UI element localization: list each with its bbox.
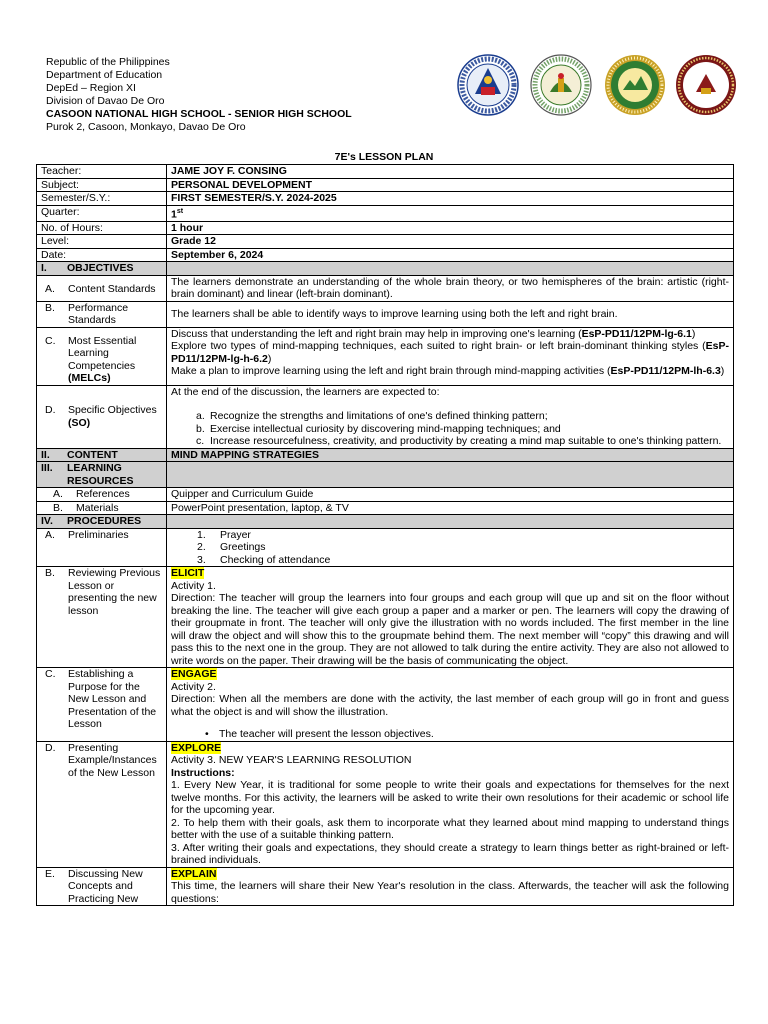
- objective-text: Recognize the strengths and limitations of one's defined thinking pattern;: [210, 410, 548, 422]
- row-label-text: Reviewing Previous Lesson or presenting the new lesson: [68, 567, 161, 617]
- info-label: Semester/S.Y.:: [37, 192, 167, 206]
- info-row-hours: [37, 221, 734, 235]
- header-region: DepEd – Region XI: [46, 82, 136, 94]
- explore-cell: [167, 741, 734, 867]
- section-heading: [37, 448, 167, 462]
- item-text: Greetings: [220, 541, 266, 553]
- engage-activity: Activity 2.: [171, 680, 216, 693]
- melcs-list: [167, 327, 734, 385]
- row-references: [37, 488, 734, 502]
- row-label: [37, 327, 167, 385]
- row-key: B.: [45, 567, 55, 579]
- row-label-bold: (MELCs): [68, 372, 111, 384]
- row-key: C.: [45, 334, 56, 347]
- section-heading-blank: [167, 462, 734, 488]
- row-label: [37, 528, 167, 567]
- info-value: Grade 12: [167, 235, 734, 249]
- row-key: C.: [45, 668, 56, 680]
- objective-marker: a.: [196, 410, 205, 422]
- row-label-text: References: [76, 488, 130, 500]
- row-content-standards: [37, 275, 734, 301]
- row-key: B.: [45, 301, 55, 314]
- info-label: Date:: [37, 248, 167, 262]
- lesson-plan-table: [36, 164, 734, 906]
- info-label: Subject:: [37, 178, 167, 192]
- section-title: PROCEDURES: [67, 515, 142, 527]
- row-label-text: Discussing New Concepts and Practicing New: [68, 867, 143, 905]
- objective-text: Exercise intellectual curiosity by discovering mind-mapping techniques; and: [210, 422, 561, 435]
- row-label: [37, 741, 167, 867]
- objective-marker: b.: [196, 422, 205, 435]
- deped-seal-logo: [457, 54, 519, 116]
- row-performance-standards: [37, 301, 734, 327]
- row-explain: [37, 867, 734, 906]
- explore-step: 1. Every New Year, it is traditional for some people to write their goals and expectations for themselves for the next twelve months. For this activity, the learners will be asked to write their own resolutions for their academic or school life for the upcoming year.: [171, 779, 729, 816]
- item-number: 3.: [197, 553, 206, 566]
- row-label: [37, 567, 167, 668]
- row-label: [37, 668, 167, 742]
- row-preliminaries: [37, 528, 734, 567]
- header-department: Department of Education: [46, 69, 163, 81]
- row-label-text: Establishing a Purpose for the New Lesson and Presentation of the Lesson: [68, 668, 157, 730]
- elicit-cell: [167, 567, 734, 668]
- info-value: JAME JOY F. CONSING: [167, 165, 734, 179]
- info-label: No. of Hours:: [37, 221, 167, 235]
- row-label-text: Preliminaries: [68, 528, 129, 541]
- objective-marker: c.: [196, 435, 205, 447]
- row-key: A.: [45, 282, 55, 295]
- melc-code: EsP-PD11/12PM-lh-6.3: [610, 365, 721, 377]
- row-explore: [37, 741, 734, 867]
- row-label-text: Presenting Example/Instances of the New Lesson: [68, 741, 157, 779]
- materials-value: PowerPoint presentation, laptop, & TV: [167, 501, 734, 515]
- melc-end: ): [691, 327, 696, 340]
- quarter-suffix: st: [176, 207, 184, 215]
- info-row-teacher: [37, 165, 734, 179]
- preliminaries-list: [167, 528, 734, 567]
- melc-end: ): [720, 365, 725, 377]
- bullet-icon: •: [205, 728, 209, 740]
- division-seal-logo: [604, 54, 666, 116]
- header-republic: Republic of the Philippines: [46, 56, 170, 68]
- references-value: Quipper and Curriculum Guide: [167, 488, 734, 502]
- row-label-text: Most Essential Learning Competencies: [68, 334, 137, 372]
- elicit-directions: Direction: The teacher will group the learners into four groups and each group will que up and sit on the floor without breaking the line. The teacher will give each group a paper and a marker or pen. The learners will copy the drawing of their groupmate in front. The teacher will only give the illustration with no words included. The first member in the line will draw the object and will show this to the groupmate behind them. The next member will “copy” this drawing and will pass this to the next one in the group. They are not allowed to talk during the entire activity. They are also not allowed to write words on the paper. Their drawing will be the basis of communicating the object.: [171, 592, 729, 667]
- melc-item: [171, 365, 729, 378]
- info-value: 1 hour: [167, 221, 734, 235]
- preliminary-item: [171, 554, 729, 567]
- info-row-date: [37, 248, 734, 262]
- explain-tag: EXPLAIN: [171, 867, 217, 880]
- info-row-semester: [37, 192, 734, 206]
- row-label: [37, 301, 167, 327]
- row-label: [37, 275, 167, 301]
- specific-intro: At the end of the discussion, the learners are expected to:: [171, 385, 440, 398]
- section-title: CONTENT: [67, 448, 118, 461]
- section-heading: [37, 462, 167, 488]
- preliminary-item: [171, 529, 729, 542]
- explore-step: 3. After writing their goals and expectations, they should create a strategy to learn things better as right-brained or left-brained individuals.: [171, 841, 729, 866]
- row-label-text: Content Standards: [68, 282, 156, 295]
- section-objectives: [37, 262, 734, 276]
- school-header: [46, 56, 352, 134]
- elicit-activity: Activity 1.: [171, 579, 216, 592]
- row-label-bold: (SO): [68, 416, 91, 429]
- section-title: LEARNING RESOURCES: [67, 462, 134, 487]
- row-label-text: Specific Objectives: [68, 404, 157, 416]
- row-specific-objectives: [37, 385, 734, 448]
- section-heading-blank: [167, 262, 734, 276]
- section-heading: [37, 515, 167, 529]
- explain-cell: [167, 867, 734, 906]
- casoon-nhs-seal-logo: [675, 54, 737, 116]
- row-elicit: [37, 567, 734, 668]
- lesson-plan-title: 7E's LESSON PLAN: [334, 151, 434, 163]
- objective-item: [171, 423, 729, 436]
- header-address: Purok 2, Casoon, Monkayo, Davao De Oro: [46, 121, 246, 133]
- info-label: Teacher:: [37, 165, 167, 179]
- row-key: B.: [53, 501, 63, 514]
- item-text: Checking of attendance: [220, 553, 331, 566]
- melc-item: [171, 328, 729, 341]
- section-heading: [37, 262, 167, 276]
- row-engage: [37, 668, 734, 742]
- content-value: MIND MAPPING STRATEGIES: [167, 448, 734, 462]
- melc-code: EsP-PD11/12PM-lg-6.1: [581, 327, 692, 340]
- row-label: [37, 501, 167, 515]
- section-number: II.: [41, 448, 50, 461]
- explore-activity: Activity 3. NEW YEAR'S LEARNING RESOLUTION: [171, 754, 412, 766]
- section-number: III.: [41, 462, 53, 474]
- header-division: Division of Davao De Oro: [46, 95, 165, 107]
- row-label-text: Materials: [76, 501, 119, 514]
- row-melcs: [37, 327, 734, 385]
- info-value: [167, 205, 734, 221]
- row-label: [37, 385, 167, 448]
- item-number: 2.: [197, 541, 206, 553]
- objective-item: [171, 435, 729, 448]
- engage-cell: [167, 668, 734, 742]
- row-key: D.: [45, 741, 56, 754]
- objective-text: Increase resourcefulness, creativity, and productivity by creating a mind map suitable to one's thinking pattern.: [210, 435, 722, 447]
- row-label: [37, 488, 167, 502]
- bullet-text: The teacher will present the lesson objectives.: [219, 728, 434, 740]
- quarter-number: 1: [171, 208, 177, 220]
- melc-code: EsP-PD11/12PM-lg-h-6.2: [171, 340, 729, 365]
- item-text: Prayer: [220, 528, 251, 541]
- melc-text: Discuss that understanding the left and right brain may help in improving one's learning (: [171, 327, 582, 340]
- info-label: Quarter:: [37, 205, 167, 221]
- melc-end: ): [267, 352, 272, 365]
- row-key: A.: [53, 488, 63, 500]
- explore-step: 2. To help them with their goals, ask them to incorporate what they learned about mind mapping to understand things better with the use of a suitable thinking pattern.: [171, 816, 729, 841]
- explore-tag: EXPLORE: [171, 741, 222, 754]
- section-number: I.: [41, 262, 47, 274]
- info-label: Level:: [37, 235, 167, 249]
- header-school-name: CASOON NATIONAL HIGH SCHOOL - SENIOR HIGH SCHOOL: [46, 108, 352, 120]
- section-procedures: [37, 515, 734, 529]
- engage-bullet: [171, 728, 729, 741]
- objective-item: [171, 410, 729, 423]
- info-value: PERSONAL DEVELOPMENT: [167, 178, 734, 192]
- preliminary-item: [171, 541, 729, 554]
- specific-objectives-cell: [167, 385, 734, 448]
- region-seal-logo: [530, 54, 592, 116]
- info-value: September 6, 2024: [167, 248, 734, 262]
- info-row-subject: [37, 178, 734, 192]
- section-heading-blank: [167, 515, 734, 529]
- melc-text: Explore two types of mind-mapping techniques, each suited to right brain- or left brain-dominant thinking styles (: [171, 340, 706, 352]
- elicit-tag: ELICIT: [171, 567, 205, 579]
- melc-text: Make a plan to improve learning using the left and right brain through mind-mapping activities (: [171, 365, 611, 377]
- item-number: 1.: [197, 528, 206, 541]
- section-content: [37, 448, 734, 462]
- explore-instructions-label: Instructions:: [171, 766, 235, 779]
- info-row-quarter: [37, 205, 734, 221]
- engage-tag: ENGAGE: [171, 668, 217, 680]
- melc-item: [171, 340, 729, 365]
- info-row-level: [37, 235, 734, 249]
- row-label-text: Performance Standards: [68, 301, 129, 326]
- row-label: [37, 867, 167, 906]
- info-value: FIRST SEMESTER/S.Y. 2024-2025: [167, 192, 734, 206]
- section-number: IV.: [41, 515, 53, 527]
- content-standards-text: The learners demonstrate an understanding of the whole brain theory, or two hemispheres of the brain: artistic (right-brain dominant) and linear (left-brain dominant).: [167, 275, 734, 301]
- section-learning-resources: [37, 462, 734, 488]
- row-key: E.: [45, 867, 55, 880]
- row-key: A.: [45, 528, 55, 541]
- section-title: OBJECTIVES: [67, 262, 134, 274]
- performance-standards-text: The learners shall be able to identify ways to improve learning using both the left and right brain.: [167, 301, 734, 327]
- row-key: D.: [45, 404, 56, 416]
- engage-directions: Direction: When all the members are done with the activity, the last member of each group will go in front and guess what the object is and will show the illustration.: [171, 693, 729, 718]
- row-materials: [37, 501, 734, 515]
- explain-text: This time, the learners will share their New Year's resolution in the class. Afterwards, the teacher will ask the following questions:: [171, 880, 729, 905]
